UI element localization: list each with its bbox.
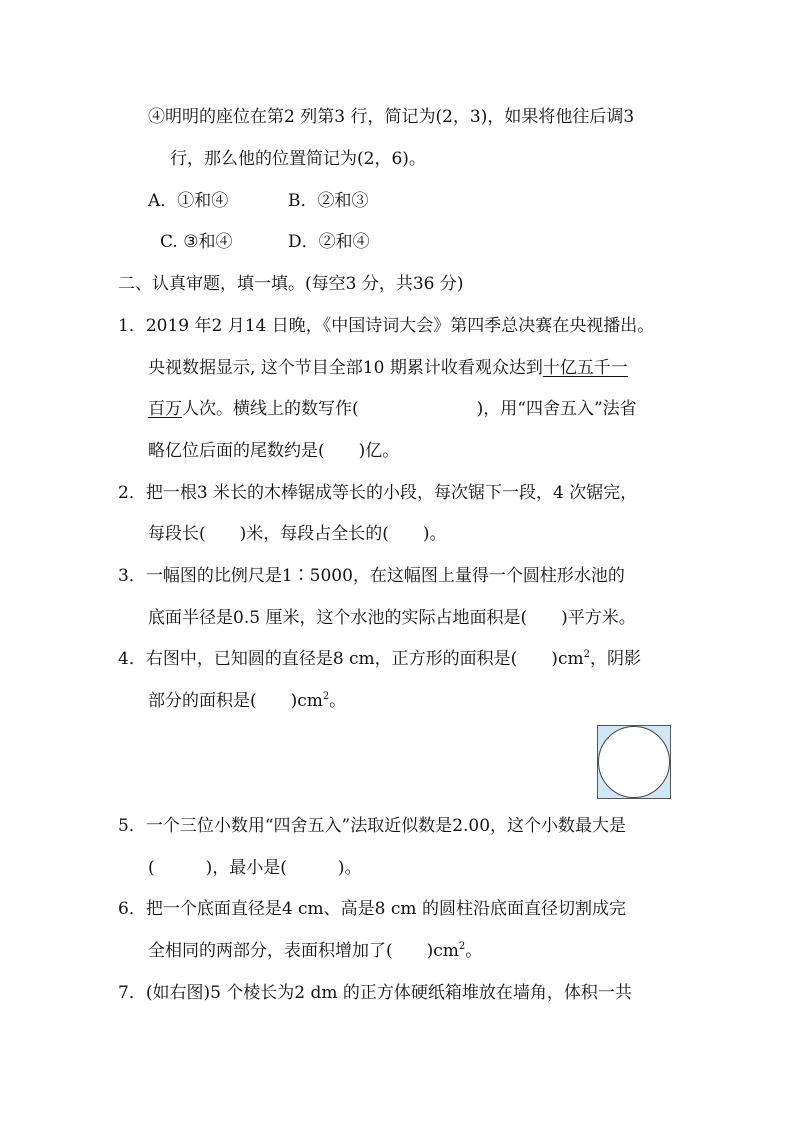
question-4-text: 4．右图中，已知圆的直径是8 cm，正方形的面积是( )cm — [118, 649, 584, 669]
inscribed-circle — [598, 726, 670, 798]
underlined-number-part-1: 十亿五千一 — [542, 358, 628, 378]
option-4-line-2 — [170, 148, 426, 170]
question-2-line-2: 每段长( )米，每段占全长的( )。 — [148, 524, 447, 544]
choice-c: C. ③和④ — [160, 232, 233, 252]
question-4-line-1 — [118, 648, 641, 670]
question-4-text-post: ，阴影 — [589, 649, 641, 669]
question-1-line-1: 1．2019 年2 月14 日晚，《中国诗词大会》第四季总决赛在央视播出。 — [118, 316, 655, 336]
question-1-line-4: 略亿位后面的尾数约是( )亿。 — [148, 441, 400, 461]
question-5-line-2: ( )，最小是( )。 — [148, 858, 362, 878]
question-7-line-1: 7．(如右图)5 个棱长为2 dm 的正方体硬纸箱堆放在墙角，体积一共 — [118, 983, 632, 1003]
choice-d: D．②和④ — [288, 232, 370, 252]
option-4-line-1: ④明明的座位在第2 列第3 行，简记为(2，3)，如果将他往后调3 — [148, 107, 635, 127]
choice-a: A．①和④ — [148, 191, 229, 211]
question-1-text-mid: 人次。横线上的数写作( — [182, 399, 359, 419]
question-6-text-post: 。 — [465, 941, 483, 961]
question-6-text: 全相同的两部分，表面积增加了( )cm — [148, 941, 459, 961]
question-4-text-2: 部分的面积是( )cm — [148, 691, 323, 711]
question-6-line-1: 6．把一个底面直径是4 cm、高是8 cm 的圆柱沿底面直径切割成完 — [118, 899, 626, 919]
question-4-line-2 — [148, 690, 346, 712]
question-2-line-1: 2．把一根3 米长的木棒锯成等长的小段，每次锯下一段，4 次锯完， — [118, 483, 638, 503]
question-3-line-1: 3．一幅图的比例尺是1∶5000，在这幅图上量得一个圆柱形水池的 — [118, 566, 625, 586]
question-6-line-2 — [148, 940, 482, 962]
question-3-line-2: 底面半径是0.5 厘米，这个水池的实际占地面积是( )平方米。 — [148, 608, 636, 628]
superscript-2b: 2 — [322, 691, 330, 702]
square-with-inscribed-circle-figure — [597, 725, 671, 799]
question-4-text-2-post: 。 — [329, 691, 347, 711]
question-1-text-post: )，用“四舍五入”法省 — [476, 399, 637, 419]
section-heading: 二、认真审题，填一填。(每空3 分，共36 分) — [118, 274, 464, 294]
question-1-line-2 — [148, 357, 628, 379]
question-1-line-3 — [148, 398, 637, 420]
question-1-text: 央视数据显示, 这个节目全部10 期累计收看观众达到 — [148, 358, 543, 378]
question-5-line-1: 5．一个三位小数用“四舍五入”法取近似数是2.00，这个小数最大是 — [118, 816, 627, 836]
superscript-2: 2 — [583, 649, 590, 660]
underlined-number-part-2: 百万 — [148, 399, 182, 419]
superscript-2c: 2 — [458, 941, 466, 952]
choice-b: B．②和③ — [288, 191, 369, 211]
option-4-line-2-text: 行，那么他的位置简记为(2，6)。 — [170, 149, 426, 169]
